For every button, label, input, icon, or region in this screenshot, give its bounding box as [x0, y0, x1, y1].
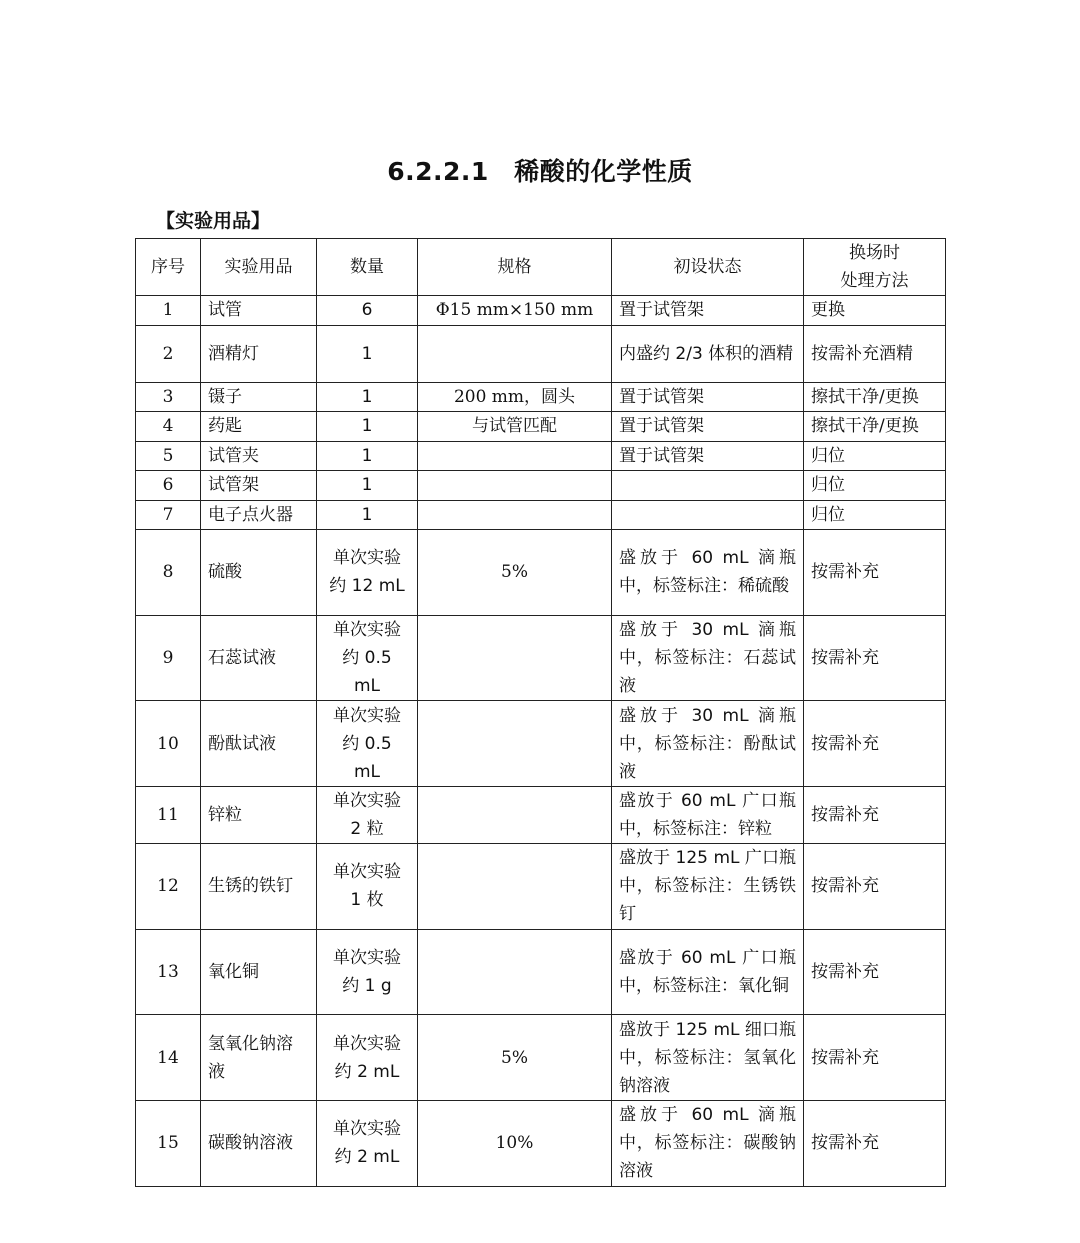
- cell-spec: [418, 844, 612, 930]
- cell-state: [612, 787, 804, 844]
- cell-no-text: 6: [162, 475, 174, 496]
- cell-state: [612, 471, 804, 501]
- cell-spec: [418, 382, 612, 412]
- cell-name: [201, 471, 317, 501]
- section-label: 【实验用品】: [156, 210, 271, 232]
- cell-name-text: 硫酸: [208, 562, 242, 583]
- cell-method: [804, 500, 946, 530]
- table-row: [136, 471, 946, 501]
- cell-qty: [317, 441, 418, 471]
- cell-qty: [317, 412, 418, 442]
- cell-method: [804, 701, 946, 787]
- cell-method: [804, 787, 946, 844]
- cell-name: [201, 530, 317, 616]
- cell-spec-text: 5%: [501, 1047, 528, 1068]
- cell-method-text: 擦拭干净/更换: [811, 416, 919, 437]
- cell-state: [612, 615, 804, 701]
- cell-no-text: 1: [162, 300, 174, 321]
- cell-spec: [418, 787, 612, 844]
- table-header-row: [136, 239, 946, 296]
- cell-state-text: 盛放于 125 mL 细口瓶中，标签标注：氢氧化钠溶液: [619, 1019, 796, 1096]
- cell-qty: [317, 382, 418, 412]
- cell-name-text: 药匙: [208, 416, 242, 437]
- cell-state-text: 盛放于 60 mL 滴瓶中，标签标注：稀硫酸: [619, 548, 796, 597]
- cell-spec: [418, 325, 612, 382]
- cell-spec-text: 与试管匹配: [472, 416, 557, 437]
- cell-no: [136, 701, 201, 787]
- cell-name-text: 锌粒: [208, 805, 242, 826]
- cell-spec: [418, 296, 612, 326]
- cell-no: [136, 325, 201, 382]
- table-row: [136, 325, 946, 382]
- cell-state: [612, 1101, 804, 1187]
- cell-method-text: 按需补充: [811, 562, 879, 583]
- cell-state-text: 置于试管架: [619, 300, 704, 321]
- cell-state: [612, 844, 804, 930]
- cell-state: [612, 412, 804, 442]
- materials-table: [135, 238, 946, 1187]
- cell-spec: [418, 1015, 612, 1101]
- table-row: [136, 441, 946, 471]
- cell-method-text: 按需补充: [811, 1047, 879, 1068]
- cell-no: [136, 500, 201, 530]
- cell-qty: [317, 296, 418, 326]
- cell-state: [612, 530, 804, 616]
- cell-method-text: 按需补充: [811, 733, 879, 754]
- table-row: [136, 701, 946, 787]
- header-method-line2: 处理方法: [840, 271, 909, 291]
- cell-qty: [317, 1015, 418, 1101]
- table-row: [136, 1015, 946, 1101]
- table-row: [136, 787, 946, 844]
- cell-state-text: 置于试管架: [619, 386, 704, 407]
- cell-no: [136, 929, 201, 1015]
- cell-no-text: 7: [162, 504, 174, 525]
- cell-name: [201, 615, 317, 701]
- cell-name: [201, 325, 317, 382]
- cell-qty-text: 6: [361, 300, 373, 321]
- cell-no: [136, 844, 201, 930]
- table-row: [136, 615, 946, 701]
- cell-state-text: 盛放于 60 mL 广口瓶中，标签标注：锌粒: [619, 791, 796, 840]
- cell-qty-text: 1: [361, 445, 373, 466]
- cell-qty-text: 1: [361, 416, 373, 437]
- cell-state-text: 盛放于 125 mL 广口瓶中，标签标注：生锈铁钉: [619, 848, 796, 925]
- cell-state: [612, 1015, 804, 1101]
- cell-method: [804, 530, 946, 616]
- cell-qty-text: 单次实验约 2 mL: [333, 1119, 401, 1168]
- cell-no-text: 15: [157, 1133, 179, 1154]
- cell-spec-text: 200 mm，圆头: [453, 386, 576, 407]
- cell-name-text: 氢氧化钠溶液: [208, 1033, 293, 1082]
- cell-method: [804, 1101, 946, 1187]
- cell-spec: [418, 412, 612, 442]
- cell-state-text: 内盛约 2/3 体积的酒精: [619, 343, 794, 364]
- cell-method: [804, 844, 946, 930]
- header-state: 初设状态: [612, 239, 804, 296]
- cell-method: [804, 1015, 946, 1101]
- header-no: 序号: [136, 239, 201, 296]
- cell-no: [136, 530, 201, 616]
- cell-qty-text: 单次实验 1 枚: [333, 862, 401, 911]
- cell-method-text: 归位: [811, 445, 845, 466]
- cell-no-text: 12: [157, 876, 179, 897]
- cell-no-text: 13: [157, 962, 179, 983]
- cell-no-text: 9: [162, 648, 174, 669]
- cell-qty: [317, 787, 418, 844]
- cell-qty-text: 单次实验 2 粒: [333, 791, 401, 840]
- cell-name-text: 镊子: [208, 386, 242, 407]
- table-row: [136, 296, 946, 326]
- cell-no-text: 5: [162, 445, 174, 466]
- cell-qty: [317, 1101, 418, 1187]
- cell-name-text: 试管架: [208, 475, 259, 496]
- cell-no: [136, 441, 201, 471]
- cell-method-text: 按需补充: [811, 648, 879, 669]
- cell-name-text: 氧化铜: [208, 962, 259, 983]
- cell-no-text: 2: [162, 343, 174, 364]
- cell-state-text: 置于试管架: [619, 416, 704, 437]
- header-spec: 规格: [418, 239, 612, 296]
- cell-spec: [418, 500, 612, 530]
- cell-spec: [418, 471, 612, 501]
- cell-qty-text: 1: [361, 343, 373, 364]
- cell-qty-text: 单次实验约 0.5 mL: [333, 620, 401, 697]
- cell-state: [612, 325, 804, 382]
- cell-no: [136, 382, 201, 412]
- cell-method-text: 归位: [811, 475, 845, 496]
- cell-no-text: 8: [162, 562, 174, 583]
- cell-name: [201, 412, 317, 442]
- cell-name-text: 酒精灯: [208, 343, 259, 364]
- cell-name-text: 石蕊试液: [208, 648, 276, 669]
- cell-name-text: 电子点火器: [208, 504, 293, 525]
- cell-method-text: 更换: [811, 300, 845, 321]
- cell-name-text: 碳酸钠溶液: [208, 1133, 293, 1154]
- cell-no: [136, 1015, 201, 1101]
- cell-name: [201, 382, 317, 412]
- header-name: 实验用品: [201, 239, 317, 296]
- cell-qty: [317, 500, 418, 530]
- cell-qty: [317, 530, 418, 616]
- cell-no-text: 14: [157, 1047, 179, 1068]
- table-row: [136, 530, 946, 616]
- cell-name: [201, 701, 317, 787]
- table-body: [136, 296, 946, 1187]
- cell-qty: [317, 471, 418, 501]
- cell-qty-text: 1: [361, 504, 373, 525]
- cell-state-text: 置于试管架: [619, 445, 704, 466]
- cell-qty: [317, 325, 418, 382]
- cell-name: [201, 500, 317, 530]
- cell-name: [201, 296, 317, 326]
- cell-name: [201, 844, 317, 930]
- cell-name-text: 试管: [208, 300, 242, 321]
- table-row: [136, 412, 946, 442]
- cell-name-text: 试管夹: [208, 445, 259, 466]
- cell-no-text: 4: [162, 416, 174, 437]
- cell-state-text: 盛放于 30 mL 滴瓶中，标签标注：酚酞试液: [619, 705, 796, 782]
- cell-qty-text: 单次实验约 0.5 mL: [333, 705, 401, 782]
- cell-state: [612, 500, 804, 530]
- cell-method-text: 按需补充: [811, 962, 879, 983]
- cell-name: [201, 1015, 317, 1101]
- cell-spec: [418, 530, 612, 616]
- header-method-line1: 换场时: [849, 243, 900, 263]
- cell-state-text: 盛放于 60 mL 广口瓶中，标签标注：氧化铜: [619, 948, 796, 997]
- cell-state: [612, 382, 804, 412]
- table-row: [136, 844, 946, 930]
- cell-state: [612, 296, 804, 326]
- cell-qty: [317, 844, 418, 930]
- cell-state-text: 盛放于 60 mL 滴瓶中，标签标注：碳酸钠溶液: [619, 1105, 796, 1182]
- cell-state-text: 盛放于 30 mL 滴瓶中，标签标注：石蕊试液: [619, 620, 796, 697]
- cell-spec-text: 10%: [495, 1133, 534, 1154]
- cell-state: [612, 929, 804, 1015]
- cell-method: [804, 382, 946, 412]
- cell-method-text: 按需补充: [811, 805, 879, 826]
- table-row: [136, 500, 946, 530]
- cell-name: [201, 1101, 317, 1187]
- header-qty: 数量: [317, 239, 418, 296]
- cell-qty: [317, 615, 418, 701]
- cell-name: [201, 929, 317, 1015]
- cell-spec: [418, 701, 612, 787]
- cell-method-text: 按需补充酒精: [811, 343, 913, 364]
- cell-method: [804, 412, 946, 442]
- cell-method-text: 按需补充: [811, 1133, 879, 1154]
- cell-spec-text: 5%: [501, 562, 528, 583]
- cell-spec-text: Φ15 mm×150 mm: [435, 300, 594, 321]
- cell-no: [136, 1101, 201, 1187]
- header-method: [804, 239, 946, 296]
- cell-qty-text: 单次实验约 2 mL: [333, 1033, 401, 1082]
- cell-no: [136, 787, 201, 844]
- cell-spec: [418, 929, 612, 1015]
- cell-state: [612, 441, 804, 471]
- cell-qty: [317, 929, 418, 1015]
- cell-qty-text: 单次实验约 12 mL: [329, 548, 405, 597]
- cell-spec: [418, 1101, 612, 1187]
- cell-name-text: 生锈的铁钉: [208, 876, 293, 897]
- cell-name: [201, 787, 317, 844]
- cell-no-text: 3: [162, 386, 174, 407]
- table-row: [136, 382, 946, 412]
- cell-qty-text: 1: [361, 386, 373, 407]
- cell-no: [136, 615, 201, 701]
- cell-no: [136, 471, 201, 501]
- cell-no: [136, 412, 201, 442]
- cell-method: [804, 929, 946, 1015]
- cell-qty-text: 1: [361, 475, 373, 496]
- table-row: [136, 1101, 946, 1187]
- page-title: 6.2.2.1 稀酸的化学性质: [387, 157, 693, 186]
- cell-method-text: 归位: [811, 504, 845, 525]
- cell-qty: [317, 701, 418, 787]
- cell-method: [804, 296, 946, 326]
- cell-method-text: 擦拭干净/更换: [811, 386, 919, 407]
- table-row: [136, 929, 946, 1015]
- cell-no-text: 10: [157, 733, 179, 754]
- cell-method: [804, 471, 946, 501]
- cell-name: [201, 441, 317, 471]
- cell-state: [612, 701, 804, 787]
- cell-no: [136, 296, 201, 326]
- cell-no-text: 11: [157, 805, 179, 826]
- cell-spec: [418, 615, 612, 701]
- cell-method: [804, 325, 946, 382]
- cell-method: [804, 615, 946, 701]
- cell-method-text: 按需补充: [811, 876, 879, 897]
- cell-qty-text: 单次实验约 1 g: [333, 948, 401, 997]
- cell-name-text: 酚酞试液: [208, 733, 276, 754]
- cell-method: [804, 441, 946, 471]
- cell-spec: [418, 441, 612, 471]
